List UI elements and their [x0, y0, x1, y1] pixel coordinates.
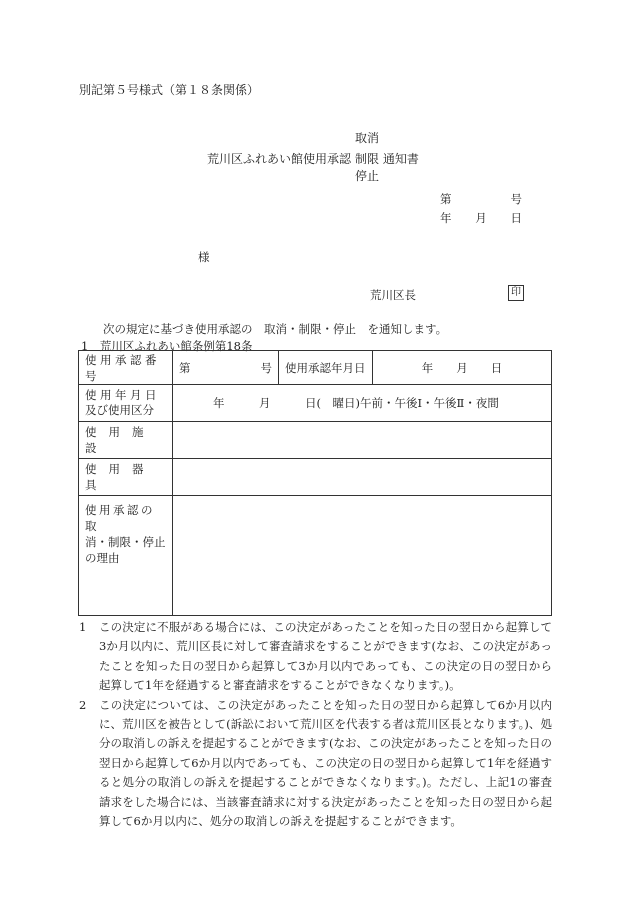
facility-value	[173, 422, 552, 459]
reason-label-line2: 消・制限・停止	[85, 535, 166, 549]
reason-label-line1: 使用承認の取	[85, 503, 155, 533]
reason-label-line3: の理由	[85, 551, 120, 565]
approval-number-cell	[173, 351, 279, 385]
document-title: 荒川区ふれあい館使用承認	[207, 152, 352, 166]
title-option-cancel: 取消	[355, 131, 380, 145]
approval-table	[78, 350, 552, 616]
table-row	[79, 351, 552, 385]
date-year: 年	[440, 211, 452, 225]
approval-number-prefix: 第	[179, 360, 191, 375]
title-option-restrict: 制限 通知書	[355, 152, 419, 166]
note-text: この決定については、この決定があったことを知った日の翌日から起算して6か月以内に、荒川区を被告として(訴訟において荒川区を代表する者は荒川区長となります。)、処分の取消しの訴えを提起することができます(なお、この決定があったことを知った日の翌日から起算して6か月以内であっても、この決定の日の翌日から起算して1年を経過すると処分の取消しの訴えを提起することができなくなります。)。ただし、上記1の審査請求をした場合には、当該審査請求に対する決定があったことを知った日の翌日から起算して6か月以内に、処分の取消しの訴えを提起することができます。	[99, 697, 552, 829]
usage-date-label-line2: 及び使用区分	[85, 403, 154, 417]
note-item	[79, 618, 552, 696]
note-number: 1	[79, 620, 87, 634]
number-suffix: 号	[510, 192, 522, 206]
seal-mark: 印	[508, 285, 524, 301]
usage-date-label	[79, 385, 173, 422]
reason-value	[173, 496, 552, 616]
approval-number-label: 使用承認番号	[79, 351, 173, 385]
table-row	[79, 422, 552, 459]
issue-date	[440, 210, 522, 226]
legal-basis: 1 荒川区ふれあい館条例第18条	[81, 339, 253, 353]
number-prefix: 第	[440, 192, 452, 206]
form-label: 別記第５号様式（第１８条関係）	[79, 83, 260, 97]
equipment-label: 使用器具	[79, 459, 173, 496]
issuer: 荒川区長	[370, 288, 416, 302]
facility-label: 使用施設	[79, 422, 173, 459]
approval-date-label: 使用承認年月日	[279, 351, 373, 385]
date-month: 月	[475, 211, 487, 225]
appeal-notes	[79, 618, 552, 831]
date-day: 日	[510, 211, 522, 225]
approval-number-suffix: 号	[260, 360, 272, 375]
document-number	[440, 191, 522, 207]
usage-date-value: 年 月 日( 曜日)午前・午後Ⅰ・午後Ⅱ・夜間	[173, 385, 552, 422]
table-row	[79, 385, 552, 422]
table-row	[79, 459, 552, 496]
note-text: この決定に不服がある場合には、この決定があったことを知った日の翌日から起算して3か月以内に、荒川区長に対して審査請求をすることができます(なお、この決定があったことを知った日の翌日から起算して3か月以内であっても、この決定の日の翌日から起算して1年を経過すると審査請求をすることができなくなります。)。	[99, 620, 552, 693]
equipment-value	[173, 459, 552, 496]
notice-text: 次の規定に基づき使用承認の 取消・制限・停止 を通知します。	[103, 322, 448, 336]
reason-label	[79, 496, 173, 616]
note-item	[79, 696, 552, 832]
usage-date-label-line1: 使用年月日	[85, 388, 160, 402]
recipient-suffix: 様	[198, 250, 210, 264]
approval-date-value: 年 月 日	[373, 351, 552, 385]
table-row	[79, 496, 552, 616]
note-number: 2	[79, 697, 87, 712]
title-option-suspend: 停止	[355, 169, 380, 183]
